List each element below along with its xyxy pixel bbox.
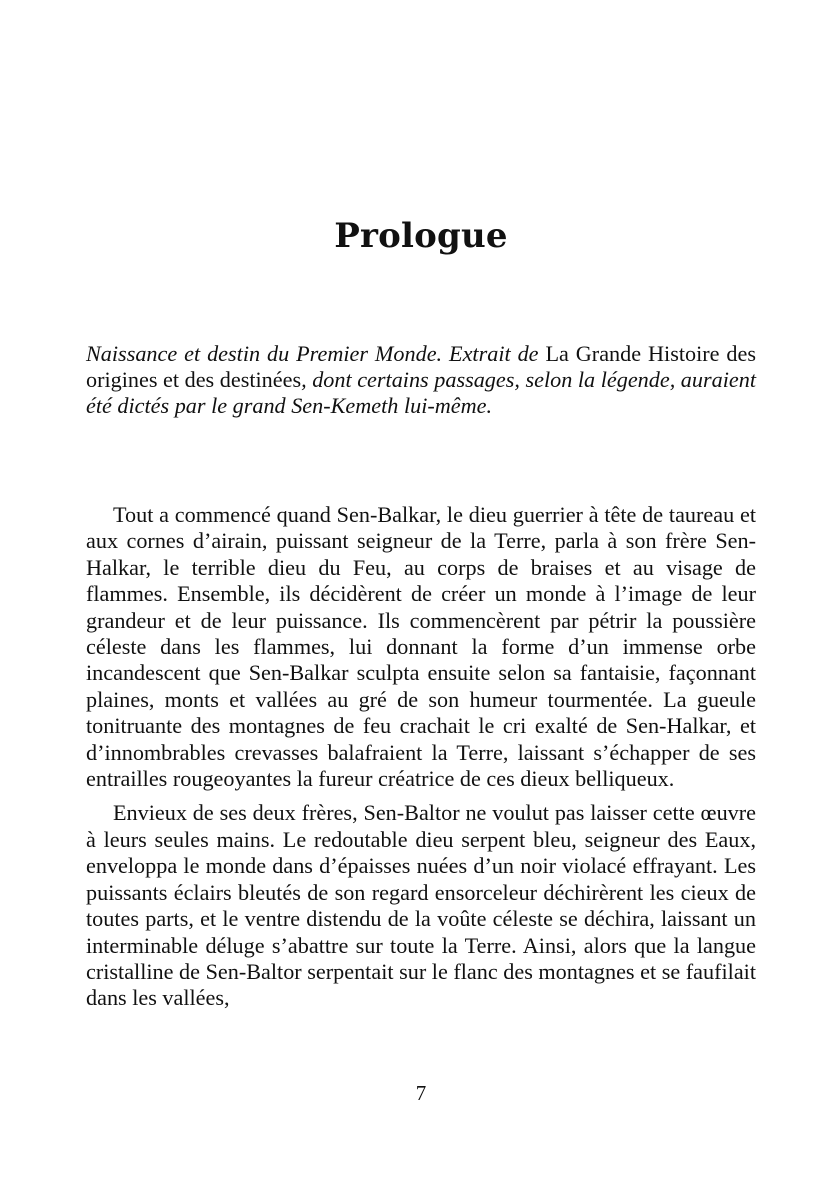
book-page — [86, 0, 756, 1191]
paragraph: Tout a commencé quand Sen-Balkar, le dieu guerrier à tête de taureau et aux cornes d’airain, puissant seigneur de la Terre, parla à son frère Sen-Halkar, le terrible dieu du Feu, au corps de braises et au visage de flammes. Ensemble, ils décidèrent de créer un monde à l’image de leur grandeur et de leur puissance. Ils commencèrent par pétrir la poussière céleste dans les flammes, lui donnant la forme d’un immense orbe incandescent que Sen-Balkar sculpta ensuite selon sa fantaisie, façonnant plaines, monts et vallées au gré de son humeur tourmentée. La gueule tonitruante des montagnes de feu crachait le cri exalté de Sen-Halkar, et d’innombrables crevasses balafraient la Terre, laissant s’échapper de ses entrailles rougeoyantes la fureur créatrice de ces dieux belliqueux. — [86, 502, 756, 792]
chapter-title: Prologue — [334, 216, 508, 256]
epigraph-book-title: La Grande Histoire des origines et des destinées — [86, 341, 756, 392]
body-text — [86, 502, 756, 1020]
page-number: 7 — [415, 1081, 427, 1105]
epigraph — [86, 341, 756, 419]
epigraph-intro: Naissance et destin du Premier Monde. Extrait de — [86, 341, 546, 366]
paragraph: Envieux de ses deux frères, Sen-Baltor ne voulut pas laisser cette œuvre à leurs seules mains. Le redoutable dieu serpent bleu, seigneur des Eaux, enveloppa le monde dans d’épaisses nuées d’un noir violacé effrayant. Les puissants éclairs bleutés de son regard ensorceleur déchirèrent les cieux de toutes parts, et le ventre distendu de la voûte céleste se déchira, laissant un interminable déluge s’abattre sur toute la Terre. Ainsi, alors que la langue cristalline de Sen-Baltor serpentait sur le flanc des montagnes et se faufilait dans les vallées, — [86, 800, 756, 1011]
epigraph-continuation: , dont certains passages, selon la légende, auraient été dictés par le grand Sen-Kemeth lui-même. — [86, 367, 756, 418]
